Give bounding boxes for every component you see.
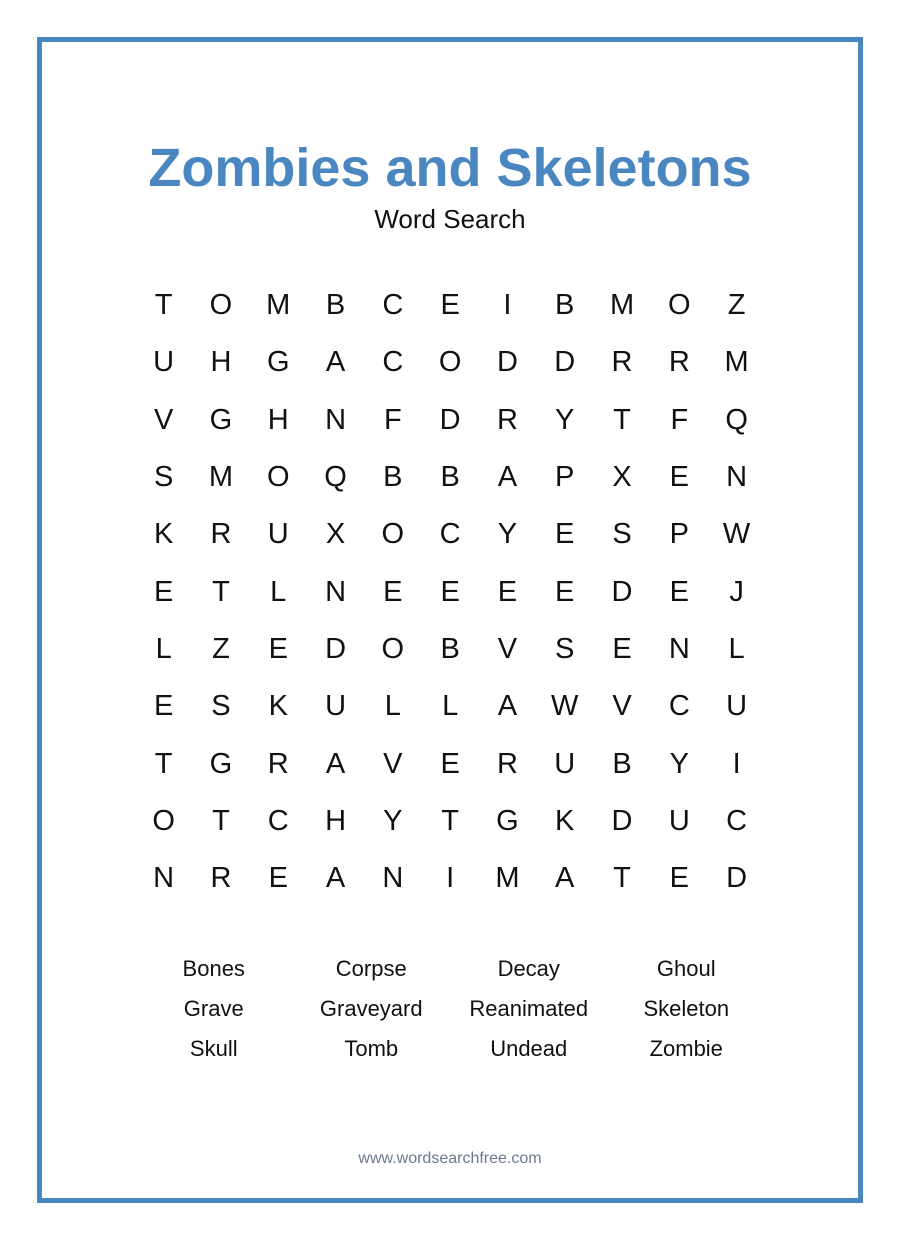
grid-letter: E xyxy=(268,632,288,665)
grid-letter: Y xyxy=(383,804,403,837)
grid-letter: X xyxy=(612,461,632,494)
grid-letter: U xyxy=(668,804,690,837)
word-list xyxy=(135,954,765,1074)
grid-letter: L xyxy=(442,690,459,723)
grid-letter: B xyxy=(325,289,346,322)
grid-letter: I xyxy=(503,289,512,322)
grid-letter: D xyxy=(325,632,347,665)
puzzle-subtitle: Word Search xyxy=(374,204,526,234)
grid-letter: N xyxy=(726,461,748,494)
grid-letter: T xyxy=(613,862,631,895)
grid-letter: E xyxy=(440,747,460,780)
grid-letter: O xyxy=(381,632,405,665)
grid-letter: V xyxy=(383,747,403,780)
grid-letter: I xyxy=(732,747,741,780)
grid-letter: U xyxy=(267,518,289,551)
grid-letter: N xyxy=(325,403,347,436)
grid-letter: D xyxy=(439,403,461,436)
word-list-item: Reanimated xyxy=(469,996,589,1021)
grid-letter: T xyxy=(154,289,173,322)
grid-letter: K xyxy=(268,690,288,723)
grid-letter: K xyxy=(153,518,174,551)
grid-letter: N xyxy=(153,862,175,895)
grid-letter: O xyxy=(381,518,405,551)
grid-letter: F xyxy=(383,403,402,436)
grid-letter: H xyxy=(267,403,289,436)
footer-url[interactable]: www.wordsearchfree.com xyxy=(358,1150,542,1167)
grid-letter: V xyxy=(612,690,632,723)
grid-letter: X xyxy=(325,518,346,551)
grid-letter: M xyxy=(724,346,749,379)
grid-letter: C xyxy=(267,804,289,837)
grid-letter: O xyxy=(209,289,233,322)
grid-letter: B xyxy=(440,632,460,665)
grid-letter: O xyxy=(266,461,290,494)
grid-letter: P xyxy=(669,518,689,551)
grid-letter: Q xyxy=(725,403,748,436)
word-list-item: Bones xyxy=(182,956,245,981)
grid-letter: Y xyxy=(497,518,518,551)
grid-letter: G xyxy=(266,346,290,379)
grid-letter: E xyxy=(383,575,403,608)
grid-letter: E xyxy=(555,575,575,608)
grid-letter: E xyxy=(153,575,174,608)
grid-letter: O xyxy=(152,804,175,837)
grid-letter: A xyxy=(497,690,518,723)
grid-letter: R xyxy=(668,346,690,379)
grid-letter: U xyxy=(554,747,576,780)
grid-letter: D xyxy=(726,862,748,895)
word-list-item: Corpse xyxy=(335,956,407,981)
grid-letter: E xyxy=(612,632,632,665)
grid-letter: C xyxy=(439,518,461,551)
grid-letter: R xyxy=(267,747,289,780)
word-list-item: Zombie xyxy=(649,1036,723,1061)
word-list-item: Skeleton xyxy=(643,996,730,1021)
grid-letter: R xyxy=(210,518,232,551)
grid-letter: Y xyxy=(555,403,575,436)
letter-grid xyxy=(135,277,765,907)
grid-letter: N xyxy=(668,632,690,665)
grid-letter: E xyxy=(669,461,689,494)
grid-letter: M xyxy=(266,289,291,322)
grid-letter: N xyxy=(382,862,404,895)
grid-letter: N xyxy=(325,575,347,608)
grid-letter: E xyxy=(153,690,174,723)
grid-letter: W xyxy=(551,690,579,723)
grid-letter: E xyxy=(497,575,518,608)
grid-letter: O xyxy=(438,346,462,379)
grid-letter: R xyxy=(496,747,518,780)
word-list-item: Ghoul xyxy=(656,956,716,981)
grid-letter: D xyxy=(611,804,633,837)
grid-letter: S xyxy=(153,461,174,494)
grid-letter: C xyxy=(382,346,404,379)
grid-letter: B xyxy=(383,461,403,494)
grid-letter: E xyxy=(555,518,575,551)
grid-letter: C xyxy=(382,289,404,322)
grid-letter: B xyxy=(440,461,460,494)
grid-letter: H xyxy=(210,346,232,379)
grid-letter: J xyxy=(729,575,744,608)
grid-letter: H xyxy=(325,804,347,837)
grid-letter: G xyxy=(209,747,233,780)
grid-letter: T xyxy=(441,804,459,837)
grid-letter: T xyxy=(212,575,230,608)
word-list-item: Grave xyxy=(183,996,244,1021)
grid-letter: S xyxy=(555,632,575,665)
grid-letter: B xyxy=(555,289,575,322)
grid-letter: I xyxy=(446,862,455,895)
grid-letter: E xyxy=(440,289,460,322)
grid-letter: A xyxy=(497,461,518,494)
grid-letter: L xyxy=(155,632,172,665)
grid-letter: Q xyxy=(324,461,347,494)
grid-letter: T xyxy=(212,804,230,837)
word-list-item: Decay xyxy=(497,956,560,981)
grid-letter: B xyxy=(612,747,632,780)
grid-letter: D xyxy=(554,346,576,379)
grid-letter: K xyxy=(555,804,575,837)
grid-letter: Z xyxy=(727,289,746,322)
grid-letter: T xyxy=(154,747,173,780)
grid-letter: O xyxy=(668,289,691,322)
word-list-item: Graveyard xyxy=(319,996,423,1021)
grid-letter: F xyxy=(670,403,689,436)
grid-letter: W xyxy=(722,518,751,551)
grid-letter: A xyxy=(325,346,346,379)
grid-letter: M xyxy=(609,289,635,322)
grid-letter: E xyxy=(669,862,689,895)
grid-letter: R xyxy=(611,346,633,379)
grid-letter: C xyxy=(668,690,690,723)
grid-letter: L xyxy=(384,690,401,723)
grid-letter: E xyxy=(268,862,288,895)
grid-letter: D xyxy=(496,346,518,379)
grid-letter: S xyxy=(612,518,632,551)
word-list-item: Skull xyxy=(189,1036,238,1061)
grid-letter: E xyxy=(669,575,689,608)
grid-letter: V xyxy=(153,403,174,436)
word-list-item: Undead xyxy=(490,1036,568,1061)
grid-letter: U xyxy=(726,690,748,723)
grid-letter: M xyxy=(208,461,234,494)
grid-letter: M xyxy=(495,862,520,895)
grid-letter: A xyxy=(555,862,575,895)
word-list-item: Tomb xyxy=(344,1036,399,1061)
grid-letter: V xyxy=(497,632,518,665)
grid-letter: U xyxy=(153,346,175,379)
grid-letter: T xyxy=(613,403,631,436)
puzzle-title: Zombies and Skeletons xyxy=(148,138,752,198)
grid-letter: A xyxy=(325,747,346,780)
grid-letter: D xyxy=(611,575,633,608)
grid-letter: U xyxy=(325,690,347,723)
grid-letter: G xyxy=(209,403,233,436)
grid-letter: L xyxy=(728,632,745,665)
grid-letter: L xyxy=(270,575,287,608)
grid-letter: Z xyxy=(212,632,230,665)
grid-letter: G xyxy=(496,804,519,837)
grid-letter: S xyxy=(211,690,231,723)
grid-letter: P xyxy=(555,461,575,494)
grid-letter: Y xyxy=(669,747,689,780)
grid-letter: A xyxy=(325,862,346,895)
grid-letter: R xyxy=(210,862,232,895)
grid-letter: E xyxy=(440,575,460,608)
grid-letter: R xyxy=(496,403,518,436)
grid-letter: C xyxy=(726,804,748,837)
